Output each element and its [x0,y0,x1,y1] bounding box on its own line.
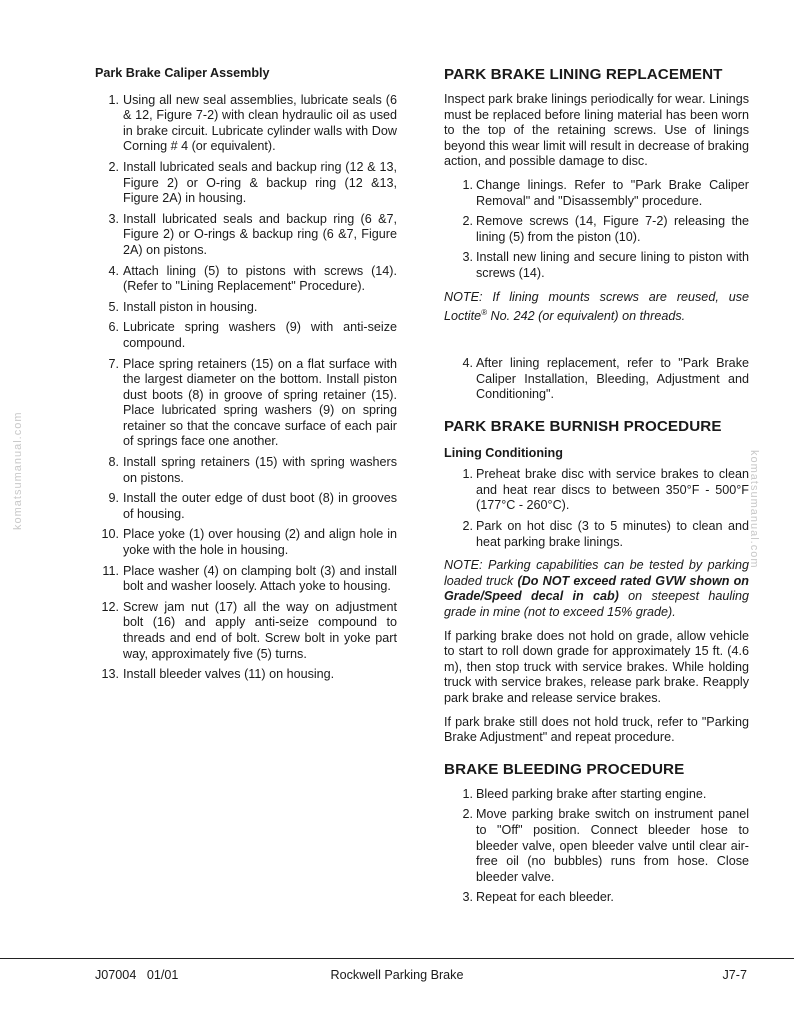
list-item: 10. Place yoke (1) over housing (2) and align hole in yoke with the hole in housing. [101,527,397,558]
bleeding-procedure-title: BRAKE BLEEDING PROCEDURE [444,760,685,778]
list-item: 3. Repeat for each bleeder. [462,890,614,905]
list-item: 1. Using all new seal assemblies, lubricate seals (6 & 12, Figure 7-2) with clean hydraulic oil as used in brake circuit. Lubricate cylinder walls with Dow Corning # 4 (or equivalent). [108,92,397,154]
list-item: 5. Install piston in housing. [108,299,258,314]
lining-step-4 [444,356,749,403]
list-item: 2. Move parking brake switch on instrument panel to "Off" position. Connect bleeder hose to bleeder valve, open bleeder valve until clear air-free oil (no bubbles) runs from hose. Close bleeder valve. [462,807,749,884]
list-item: 2. Install lubricated seals and backup ring (12 & 13, Figure 2) or O-ring & backup ring (12 &13, Figure 2A) in housing. [108,159,397,206]
lining-intro: Inspect park brake linings periodically for wear. Linings must be replaced before lining material has been worn to the top of the retaining screws. Use of linings beyond this wear limit will result in decrease of braking action, and possible damage to disc. [444,92,749,169]
list-item: 7. Place spring retainers (15) on a flat surface with the largest diameter on the bottom. Install piston dust boots (8) in groove of spring retainer (15). Place lubricated spring washers (9) on spring retainer so that the concave surface of each pair of springs face one another. [108,356,397,449]
list-item: 1. Change linings. Refer to "Park Brake Caliper Removal" and "Disassembly" procedure. [462,177,749,208]
list-item: 8. Install spring retainers (15) with spring washers on pistons. [108,455,397,485]
list-item: 4. Attach lining (5) to pistons with screws (14). (Refer to "Lining Replacement" Procedure). [108,263,397,294]
list-item: 3. Install lubricated seals and backup ring (6 &7, Figure 2) or O-rings & backup ring (6 &7, Figure 2A) on pistons. [108,211,397,257]
bleeding-steps [444,787,749,906]
lining-steps [444,178,749,282]
parking-capability-note: NOTE: Parking capabilities can be tested by parking loaded truck (Do NOT exceed rated GVW shown on Grade/Speed decal in cab) on steepest hauling grade in mine (not to exceed 15% grade). [444,558,749,620]
watermark-right: komatsumanual.com [748,450,760,569]
list-item: 12. Screw jam nut (17) all the way on adjustment bolt (16) and apply anti-seize compound to threads and end of bolt. Screw bolt in yoke part way, approximately five (5) turns. [101,599,397,661]
list-item: 1. Bleed parking brake after starting engine. [462,786,707,801]
footer-doc-id: J07004 01/01 [95,968,179,982]
list-item: 9. Install the outer edge of dust boot (8) in grooves of housing. [108,491,397,521]
list-item: 6. Lubricate spring washers (9) with anti-seize compound. [108,320,397,350]
list-item: 2. Remove screws (14, Figure 7-2) releasing the lining (5) from the piston (10). [462,214,749,244]
list-item: 2. Park on hot disc (3 to 5 minutes) to clean and heat parking brake linings. [462,519,749,549]
loctite-note: NOTE: If lining mounts screws are reused, use Loctite® No. 242 (or equivalent) on threads. [444,289,749,324]
left-column [95,66,397,691]
footer-title: Rockwell Parking Brake [330,968,464,982]
footer-divider [0,958,794,959]
burnish-paragraph-1: If parking brake does not hold on grade, allow vehicle to start to roll down grade for approximately 15 ft. (4.6 m), then stop truck with service brakes. While holding truck with service brakes, release park brake. Reapply park brake and release service brakes. [444,628,749,705]
watermark-left: komatsumanual.com [12,411,24,530]
list-item: 4. After lining replacement, refer to "Park Brake Caliper Installation, Bleeding, Adjustment and Conditioning". [462,355,749,402]
burnish-steps [444,467,749,550]
list-item: 1. Preheat brake disc with service brakes to clean and heat rear discs to between 350°F - 500°F (177°C - 260°C). [462,467,749,513]
lining-conditioning-heading: Lining Conditioning [444,445,563,460]
lining-replacement-title: PARK BRAKE LINING REPLACEMENT [444,66,723,83]
right-column [444,66,749,914]
list-item: 3. Install new lining and secure lining to piston with screws (14). [462,250,749,280]
list-item: 11. Place washer (4) on clamping bolt (3) and install bolt and washer loosely. Attach yoke to housing. [102,563,397,594]
burnish-paragraph-2: If park brake still does not hold truck, refer to "Parking Brake Adjustment" and repeat procedure. [444,714,749,745]
list-item: 13. Install bleeder valves (11) on housing. [101,667,335,682]
caliper-assembly-steps [95,93,397,683]
footer-page-number: J7-7 [722,968,747,982]
caliper-assembly-heading: Park Brake Caliper Assembly [95,66,270,80]
burnish-procedure-title: PARK BRAKE BURNISH PROCEDURE [444,417,722,435]
